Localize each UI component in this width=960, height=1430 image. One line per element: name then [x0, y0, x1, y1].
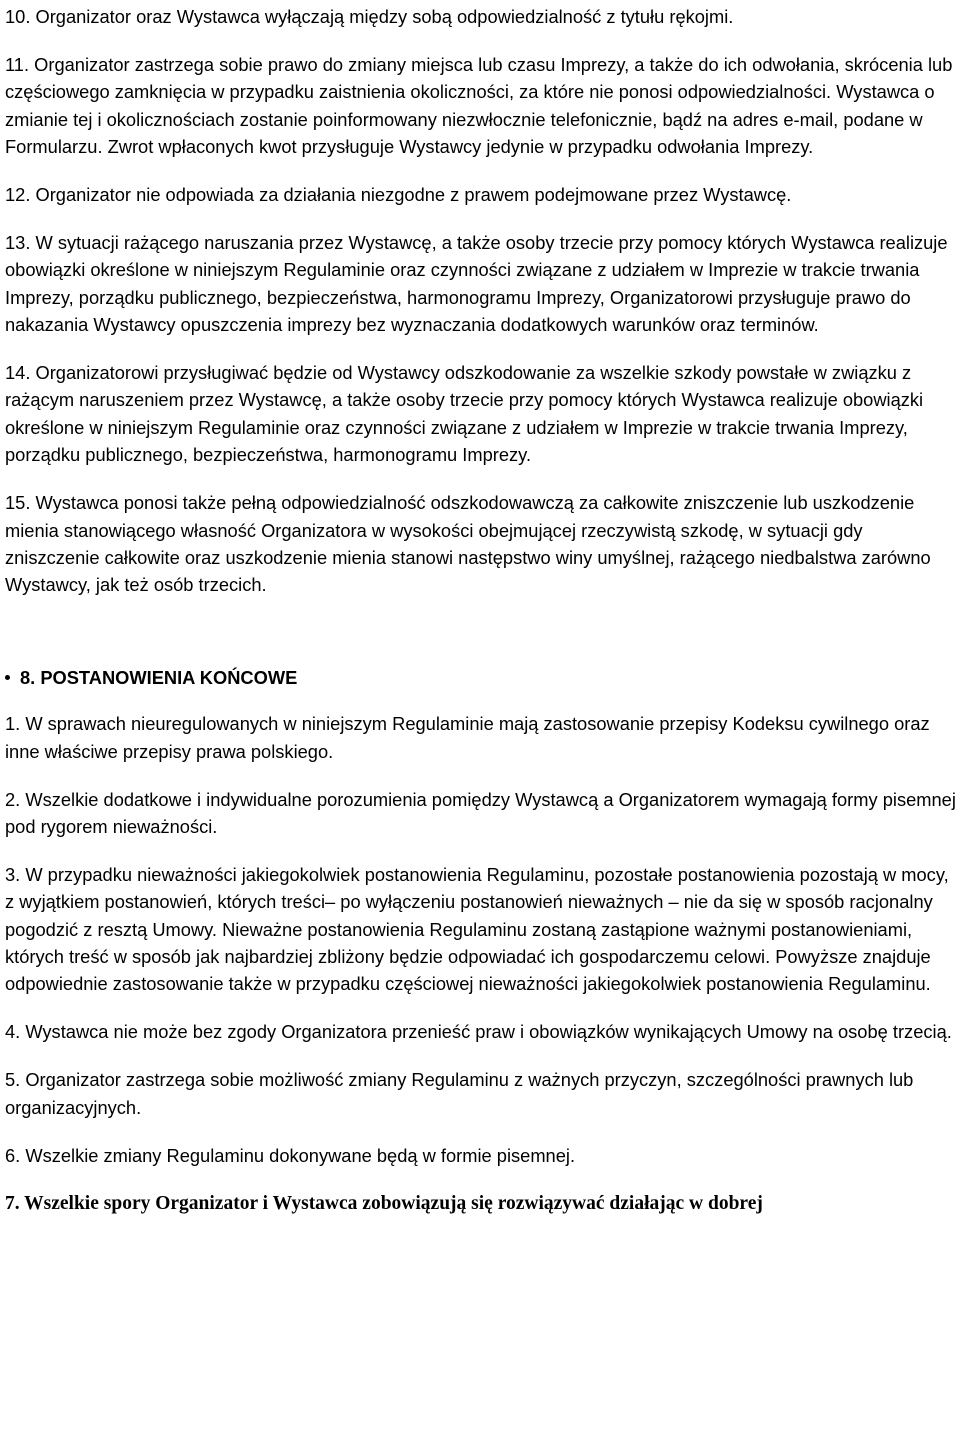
- final-provision-6: 6. Wszelkie zmiany Regulaminu dokonywane będą w formie pisemnej.: [5, 1144, 576, 1166]
- document-page: [5, 0, 960, 1237]
- paragraph-11: 11. Organizator zastrzega sobie prawo do zmiany miejsca lub czasu Imprezy, a także do ich odwołania, skrócenia lub częściowego zamknięcia w przypadku zaistnienia okoliczności, za które nie ponosi odpowiedzialności. Wystawca o zmianie tej i okolicznościach zostanie poinformowany niezwłocznie telefonicznie, bądź na adres e-mail, podane w Formularzu. Zwrot wpłaconych kwot przysługuje Wystawcy jedynie w przypadku odwołania Imprezy.: [5, 53, 953, 158]
- final-provision-2: 2. Wszelkie dodatkowe i indywidualne porozumienia pomiędzy Wystawcą a Organizatorem wymagają formy pisemnej pod rygorem nieważności.: [5, 788, 956, 837]
- final-provision-3: 3. W przypadku nieważności jakiegokolwiek postanowienia Regulaminu, pozostałe postanowienia pozostają w mocy, z wyjątkiem postanowień, których treści– po wyłączeniu postanowień nieważnych – nie da się w sposób racjonalny pogodzić z resztą Umowy. Nieważne postanowienia Regulaminu zostaną zastąpione ważnymi postanowieniami, których treść w sposób jak najbardziej zbliżony będzie odpowiadać ich gospodarczemu celowi. Powyższe znajduje odpowiednie zastosowanie także w przypadku częściowej nieważności jakiegokolwiek postanowienia Regulaminu.: [5, 863, 949, 995]
- final-provision-1: 1. W sprawach nieuregulowanych w niniejszym Regulaminie mają zastosowanie przepisy Kodeksu cywilnego oraz inne właściwe przepisy prawa polskiego.: [5, 713, 930, 762]
- paragraph-12: 12. Organizator nie odpowiada za działania niezgodne z prawem podejmowane przez Wystawcę.: [5, 184, 792, 206]
- paragraph-14: 14. Organizatorowi przysługiwać będzie od Wystawcy odszkodowanie za wszelkie szkody powstałe w związku z rażącym naruszeniem przez Wystawcę, a także osoby trzecie przy pomocy których Wystawca realizuje obowiązki określone w niniejszym Regulaminie oraz czynności związane z udziałem w Imprezie w trakcie trwania Imprezy, porządku publicznego, bezpieczeństwa, harmonogramu Imprezy.: [5, 362, 924, 466]
- paragraph-15: 15. Wystawca ponosi także pełną odpowiedzialność odszkodowawczą za całkowite zniszczenie lub uszkodzenie mienia stanowiącego własność Organizatora w wysokości obejmującej rzeczywistą szkodę, w sytuacji gdy zniszczenie całkowite oraz uszkodzenie mienia stanowi następstwo winy umyślnej, rażącego niedbalstwa zarówno Wystawcy, jak też osób trzecich.: [5, 492, 931, 596]
- final-provision-7: 7. Wszelkie spory Organizator i Wystawca zobowiązują się rozwiązywać działając w dobrej: [5, 1192, 763, 1214]
- paragraph-10: 10. Organizator oraz Wystawca wyłączają między sobą odpowiedzialność z tytułu rękojmi.: [5, 6, 734, 27]
- section-heading-text: 8. POSTANOWIENIA KOŃCOWE: [20, 666, 298, 688]
- bullet-icon: [5, 675, 10, 680]
- section-heading: [5, 664, 960, 691]
- paragraph-13: 13. W sytuacji rażącego naruszania przez Wystawcę, a także osoby trzecie przy pomocy których Wystawca realizuje obowiązki określone w niniejszym Regulaminie oraz czynności związane z udziałem w Imprezie w trakcie trwania Imprezy, porządku publicznego, bezpieczeństwa, harmonogramu Imprezy, Organizatorowi przysługuje prawo do nakazania Wystawcy opuszczenia imprezy bez wyznaczania dodatkowych warunków oraz terminów.: [5, 231, 948, 336]
- final-provision-4: 4. Wystawca nie może bez zgody Organizatora przenieść praw i obowiązków wynikających Umowy na osobę trzecią.: [5, 1021, 952, 1043]
- final-provision-5: 5. Organizator zastrzega sobie możliwość zmiany Regulaminu z ważnych przyczyn, szczególności prawnych lub organizacyjnych.: [5, 1069, 914, 1118]
